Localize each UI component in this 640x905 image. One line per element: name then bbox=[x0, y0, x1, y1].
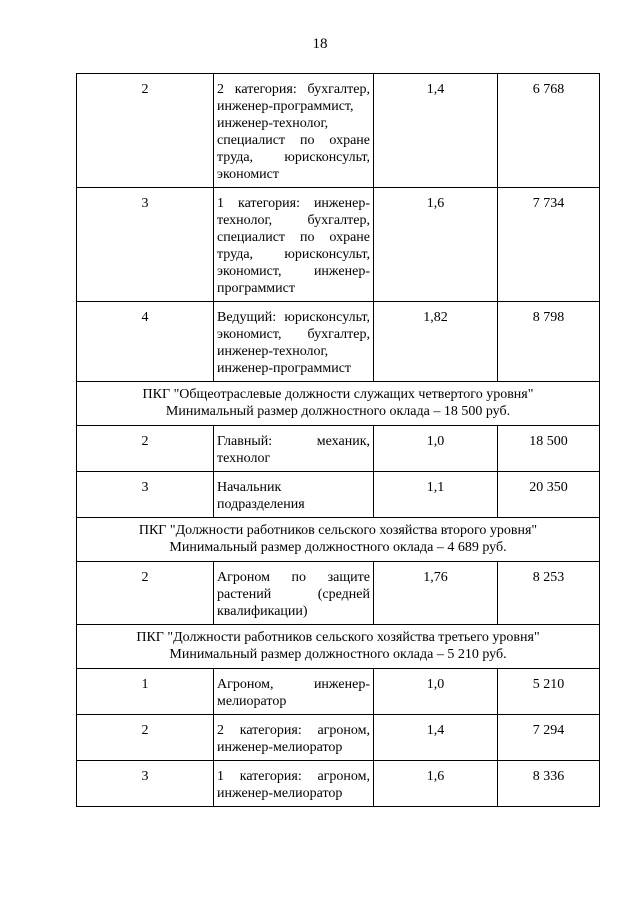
table-row bbox=[77, 562, 600, 625]
coefficient-cell: 1,4 bbox=[374, 715, 498, 761]
table-row bbox=[77, 188, 600, 302]
coefficient-cell: 1,4 bbox=[374, 74, 498, 188]
position-description-cell: Агроном по защите растений (средней квалификации) bbox=[214, 562, 374, 625]
group-header-row bbox=[77, 518, 600, 562]
coefficient-cell: 1,76 bbox=[374, 562, 498, 625]
group-header-cell bbox=[77, 518, 600, 562]
salary-cell: 18 500 bbox=[498, 426, 600, 472]
qualification-level-cell: 2 bbox=[77, 562, 214, 625]
salary-cell: 20 350 bbox=[498, 472, 600, 518]
coefficient-cell: 1,6 bbox=[374, 188, 498, 302]
group-header-row bbox=[77, 382, 600, 426]
qualification-level-cell: 3 bbox=[77, 472, 214, 518]
table-row bbox=[77, 74, 600, 188]
qualification-level-cell: 3 bbox=[77, 188, 214, 302]
coefficient-cell: 1,0 bbox=[374, 669, 498, 715]
coefficient-cell: 1,6 bbox=[374, 761, 498, 807]
position-description-cell: Начальник подразделения bbox=[214, 472, 374, 518]
salary-table bbox=[76, 73, 600, 807]
qualification-level-cell: 2 bbox=[77, 426, 214, 472]
group-header-cell bbox=[77, 625, 600, 669]
position-description-cell: 1 категория: инженер-технолог, бухгалтер, специалист по охране труда, юрисконсульт, экономист, инженер-программист bbox=[214, 188, 374, 302]
position-description-cell: 2 категория: агроном, инженер-мелиоратор bbox=[214, 715, 374, 761]
salary-cell: 8 336 bbox=[498, 761, 600, 807]
position-description-cell: Ведущий: юрисконсульт, экономист, бухгалтер, инженер-технолог, инженер-программист bbox=[214, 302, 374, 382]
group-title: ПКГ "Общеотраслевые должности служащих четвертого уровня" bbox=[142, 387, 534, 402]
coefficient-cell: 1,0 bbox=[374, 426, 498, 472]
group-title: ПКГ "Должности работников сельского хозяйства третьего уровня" bbox=[136, 630, 540, 645]
salary-cell: 5 210 bbox=[498, 669, 600, 715]
qualification-level-cell: 4 bbox=[77, 302, 214, 382]
group-header-row bbox=[77, 625, 600, 669]
group-min-salary: Минимальный размер должностного оклада – 5 210 руб. bbox=[169, 647, 507, 662]
salary-cell: 7 734 bbox=[498, 188, 600, 302]
table-row bbox=[77, 302, 600, 382]
salary-cell: 8 798 bbox=[498, 302, 600, 382]
qualification-level-cell: 2 bbox=[77, 715, 214, 761]
coefficient-cell: 1,82 bbox=[374, 302, 498, 382]
position-description-cell: Главный: механик, технолог bbox=[214, 426, 374, 472]
position-description-cell: 1 категория: агроном, инженер-мелиоратор bbox=[214, 761, 374, 807]
table-row bbox=[77, 761, 600, 807]
table-row bbox=[77, 669, 600, 715]
group-min-salary: Минимальный размер должностного оклада – 4 689 руб. bbox=[169, 540, 507, 555]
salary-cell: 6 768 bbox=[498, 74, 600, 188]
qualification-level-cell: 3 bbox=[77, 761, 214, 807]
group-min-salary: Минимальный размер должностного оклада – 18 500 руб. bbox=[165, 404, 511, 419]
table-row bbox=[77, 426, 600, 472]
group-header-cell bbox=[77, 382, 600, 426]
coefficient-cell: 1,1 bbox=[374, 472, 498, 518]
table-row bbox=[77, 472, 600, 518]
salary-cell: 8 253 bbox=[498, 562, 600, 625]
group-title: ПКГ "Должности работников сельского хозяйства второго уровня" bbox=[138, 523, 538, 538]
salary-cell: 7 294 bbox=[498, 715, 600, 761]
page-number: 18 bbox=[312, 36, 328, 52]
position-description-cell: 2 категория: бухгалтер, инженер-программист, инженер-технолог, специалист по охране труда, юрисконсульт, экономист bbox=[214, 74, 374, 188]
qualification-level-cell: 2 bbox=[77, 74, 214, 188]
qualification-level-cell: 1 bbox=[77, 669, 214, 715]
salary-table-body bbox=[77, 74, 600, 807]
position-description-cell: Агроном, инженер-мелиоратор bbox=[214, 669, 374, 715]
table-row bbox=[77, 715, 600, 761]
